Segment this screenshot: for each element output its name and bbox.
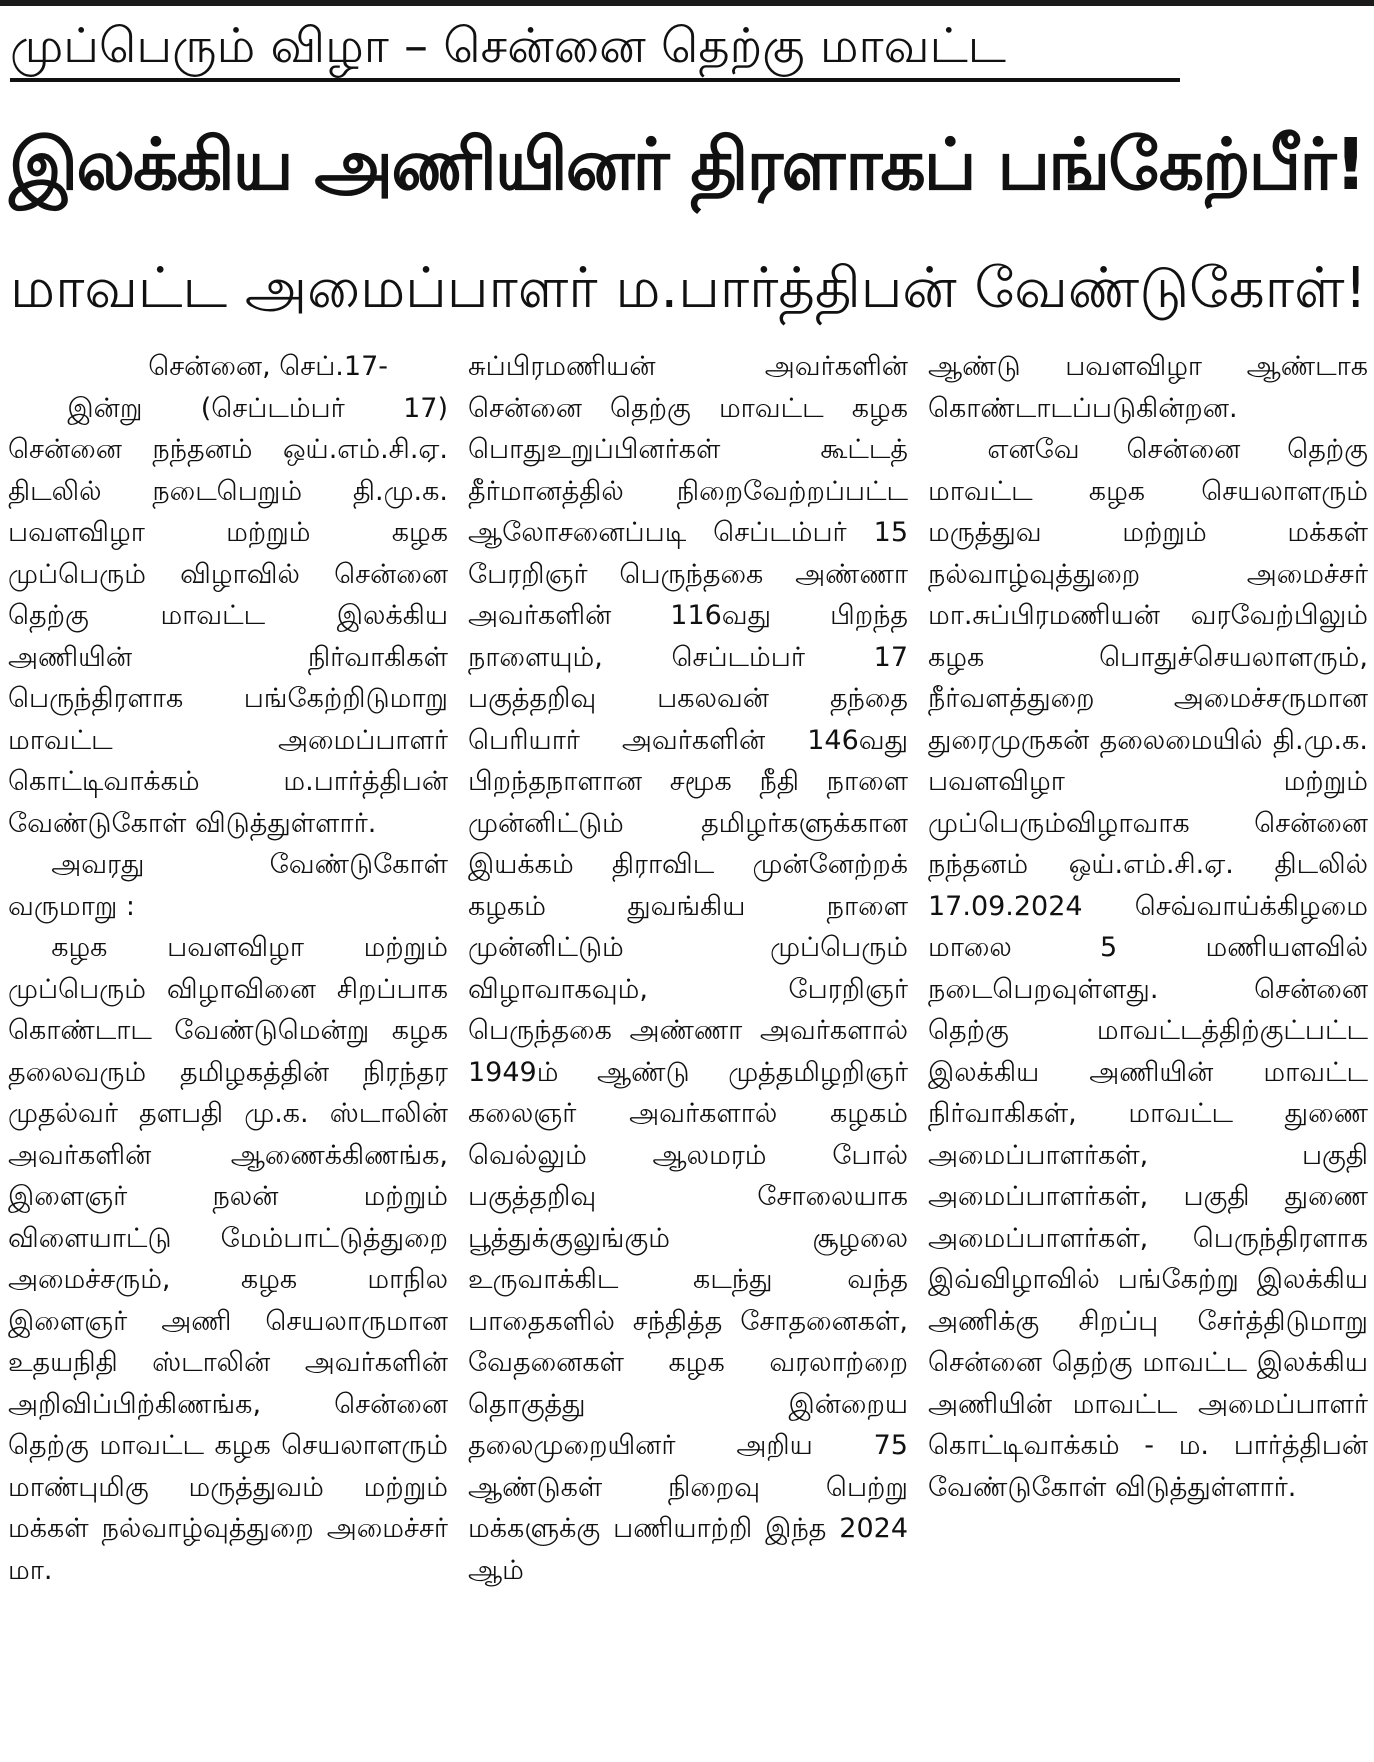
paragraph: அவரது வேண்டுகோள் வருமாறு : <box>8 849 448 922</box>
main-headline: இலக்கிய அணியினர் திரளாகப் பங்கேற்பீர்! <box>9 123 1365 206</box>
column-1 <box>8 346 448 1758</box>
paragraph: சுப்பிரமணியன் அவர்களின் சென்னை தெற்கு மாவட்ட கழக பொதுஉறுப்பினர்கள் கூட்டத் தீர்மானத்தில் நிறைவேற்றப்பட்ட ஆலோசனைப்படி செப்டம்பர் 15 பேரறிஞர் பெருந்தகை அண்ணா அவர்களின் 116வது பிறந்த நாளையும், செப்டம்பர் 17 பகுத்தறிவு பகலவன் தந்தை பெரியார் அவர்களின் 146வது பிறந்தநாளான சமூக நீதி நாளை முன்னிட்டும் தமிழர்களுக்கான இயக்கம் திராவிட முன்னேற்றக் கழகம் துவங்கிய நாளை முன்னிட்டும் முப்பெரும் விழாவாகவும், பேரறிஞர் பெருந்தகை அண்ணா அவர்களால் 1949ம் ஆண்டு முத்தமிழறிஞர் கலைஞர் அவர்களால் கழகம் வெல்லும் ஆலமரம் போல் பகுத்தறிவு சோலையாக பூத்துக்குலுங்கும் சூழலை உருவாக்கிட கடந்து வந்த பாதைகளில் சந்தித்த சோதனைகள், வேதனைகள் கழக வரலாற்றை தொகுத்து இன்றைய தலைமுறையினர் அறிய 75 ஆண்டுகள் நிறைவு பெற்று மக்களுக்கு பணியாற்றி இந்த 2024 ஆம் <box>468 351 908 1586</box>
article-body <box>8 346 1368 1758</box>
dateline: சென்னை, செப்.17- <box>148 351 388 382</box>
top-rule <box>0 0 1374 6</box>
column-2 <box>468 346 908 1758</box>
paragraph: இன்று (செப்டம்பர் 17) சென்னை நந்தனம் ஒய்.எம்.சி.ஏ. திடலில் நடைபெறும் தி.மு.க. பவளவிழா மற்றும் கழக முப்பெரும் விழாவில் சென்னை தெற்கு மாவட்ட இலக்கிய அணியின் நிர்வாகிகள் பெருந்திரளாக பங்கேற்றிடுமாறு மாவட்ட அமைப்பாளர் கொட்டிவாக்கம் ம.பார்த்திபன் வேண்டுகோள் விடுத்துள்ளார். <box>8 392 448 839</box>
paragraph: எனவே சென்னை தெற்கு மாவட்ட கழக செயலாளரும் மருத்துவ மற்றும் மக்கள் நல்வாழ்வுத்துறை அமைச்சர் மா.சுப்பிரமணியன் வரவேற்பிலும் கழக பொதுச்செயலாளரும், நீர்வளத்துறை அமைச்சருமான துரைமுருகன் தலைமையில் தி.மு.க. பவளவிழா மற்றும் முப்பெரும்விழாவாக சென்னை நந்தனம் ஒய்.எம்.சி.ஏ. திடலில் 17.09.2024 செவ்வாய்க்கிழமை மாலை 5 மணியளவில் நடைபெறவுள்ளது. சென்னை தெற்கு மாவட்டத்திற்குட்பட்ட இலக்கிய அணியின் மாவட்ட நிர்வாகிகள், மாவட்ட துணை அமைப்பாளர்கள், பகுதி அமைப்பாளர்கள், பகுதி துணை அமைப்பாளர்கள், பெருந்திரளாக இவ்விழாவில் பங்கேற்று இலக்கிய அணிக்கு சிறப்பு சேர்த்திடுமாறு சென்னை தெற்கு மாவட்ட இலக்கிய அணியின் மாவட்ட அமைப்பாளர் கொட்டிவாக்கம் - ம. பார்த்திபன் வேண்டுகோள் விடுத்துள்ளார். <box>928 434 1368 1503</box>
column-3 <box>928 346 1368 1758</box>
sub-headline: மாவட்ட அமைப்பாளர் ம.பார்த்திபன் வேண்டுகோள்! <box>10 256 1367 321</box>
kicker-heading: முப்பெரும் விழா – சென்னை தெற்கு மாவட்ட <box>10 14 1180 82</box>
paragraph: கழக பவளவிழா மற்றும் முப்பெரும் விழாவினை சிறப்பாக கொண்டாட வேண்டுமென்று கழக தலைவரும் தமிழகத்தின் நிரந்தர முதல்வர் தளபதி மு.க. ஸ்டாலின் அவர்களின் ஆணைக்கிணங்க, இளைஞர் நலன் மற்றும் விளையாட்டு மேம்பாட்டுத்துறை அமைச்சரும், கழக மாநில இளைஞர் அணி செயலாருமான உதயநிதி ஸ்டாலின் அவர்களின் அறிவிப்பிற்கிணங்க, சென்னை தெற்கு மாவட்ட கழக செயலாளரும் மாண்புமிகு மருத்துவம் மற்றும் மக்கள் நல்வாழ்வுத்துறை அமைச்சர் மா. <box>8 932 448 1586</box>
paragraph: ஆண்டு பவளவிழா ஆண்டாக கொண்டாடப்படுகின்றன. <box>928 351 1368 424</box>
